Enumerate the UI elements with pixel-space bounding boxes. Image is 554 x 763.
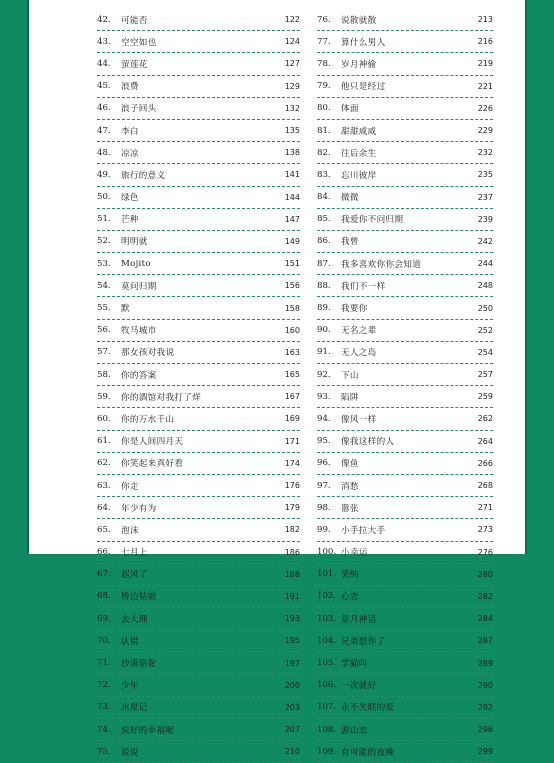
toc-entry-number: 83. [317, 169, 331, 180]
toc-entry-number: 59. [97, 391, 111, 402]
toc-entry-number: 99. [317, 524, 331, 535]
toc-entry-title: 少年 [121, 681, 139, 692]
toc-entry-number: 65. [97, 524, 111, 535]
toc-entry-number: 79. [317, 81, 331, 92]
toc-entry-page: 221 [477, 81, 493, 91]
toc-entry-number: 102. [317, 591, 337, 602]
toc-entry-number: 47. [97, 125, 111, 136]
toc-entry-title: 消愁 [341, 481, 359, 492]
toc-entry [97, 9, 300, 31]
toc-entry-page: 273 [477, 525, 493, 535]
toc-entry-title: 浪子回头 [121, 104, 157, 115]
toc-entry-number: 64. [97, 502, 111, 513]
toc-entry [97, 630, 300, 652]
toc-entry [97, 675, 300, 697]
toc-entry [317, 53, 493, 75]
toc-entry-page: 138 [284, 148, 300, 158]
toc-entry-page: 252 [477, 325, 493, 335]
toc-entry-title: 说说 [121, 747, 139, 758]
toc-page [27, 0, 527, 758]
toc-entry-title: 游山恋 [341, 725, 368, 736]
toc-entry-page: 141 [284, 170, 300, 180]
toc-entry-page: 195 [284, 636, 300, 646]
toc-entry [317, 364, 493, 386]
toc-entry [317, 697, 493, 719]
toc-entry-title: 你的酒馆对我打了烊 [121, 392, 202, 403]
toc-entry-page: 289 [477, 658, 493, 668]
toc-entry-page: 165 [284, 370, 300, 380]
toc-entry-page: 176 [284, 481, 300, 491]
toc-entry-number: 95. [317, 436, 331, 447]
toc-entry-title: 绿色 [121, 193, 139, 204]
toc-entry-page: 213 [477, 15, 493, 25]
toc-entry [97, 209, 300, 231]
toc-entry-number: 50. [97, 192, 111, 203]
toc-entry-title: 旅行的意义 [121, 170, 166, 181]
toc-entry-title: 陷阱 [341, 392, 359, 403]
toc-entry-title: 像鱼 [341, 459, 359, 470]
toc-entry-page: 296 [477, 725, 493, 735]
toc-entry [97, 342, 300, 364]
toc-entry-title: 默 [121, 304, 130, 315]
toc-entry-page: 163 [284, 347, 300, 357]
toc-entry-number: 54. [97, 280, 111, 291]
toc-entry-number: 103. [317, 613, 337, 624]
toc-entry-title: 无人之岛 [341, 348, 377, 359]
toc-entry-page: 257 [477, 370, 493, 380]
toc-entry-title: 兄弟想你了 [341, 636, 386, 647]
toc-entry-page: 232 [477, 148, 493, 158]
toc-entry-number: 62. [97, 458, 111, 469]
toc-entry-number: 100. [317, 547, 337, 558]
toc-entry-page: 156 [284, 281, 300, 291]
toc-entry-title: 体面 [341, 104, 359, 115]
toc-entry-page: 254 [477, 347, 493, 357]
toc-entry-number: 58. [97, 369, 111, 380]
toc-column-right [317, 9, 493, 763]
toc-entry [317, 9, 493, 31]
toc-entry-number: 70. [97, 635, 111, 646]
toc-entry-number: 93. [317, 391, 331, 402]
toc-entry [317, 231, 493, 253]
toc-entry [97, 564, 300, 586]
toc-entry-page: 242 [477, 236, 493, 246]
toc-entry [97, 497, 300, 519]
toc-entry-number: 67. [97, 569, 111, 580]
toc-entry-number: 89. [317, 303, 331, 314]
toc-entry [97, 320, 300, 342]
toc-entry-number: 81. [317, 125, 331, 136]
toc-entry-title: 沙漠骆驼 [121, 659, 157, 670]
toc-entry-number: 74. [97, 724, 111, 735]
toc-entry [317, 342, 493, 364]
toc-entry-page: 186 [284, 547, 300, 557]
toc-entry-number: 49. [97, 169, 111, 180]
toc-entry-number: 68. [97, 591, 111, 602]
toc-entry-page: 282 [477, 591, 493, 601]
toc-entry [317, 76, 493, 98]
toc-entry-number: 56. [97, 325, 111, 336]
toc-entry-page: 129 [284, 81, 300, 91]
toc-entry-title: 下山 [341, 370, 359, 381]
toc-entry-number: 69. [97, 613, 111, 624]
toc-entry-page: 144 [284, 192, 300, 202]
toc-entry-number: 42. [97, 14, 111, 25]
toc-entry [317, 253, 493, 275]
toc-entry-title: 浪费 [121, 82, 139, 93]
toc-entry-page: 276 [477, 547, 493, 557]
toc-entry-title: 李白 [121, 126, 139, 137]
toc-entry-title: 你是人间四月天 [121, 437, 184, 448]
toc-entry-title: 去大理 [121, 614, 148, 625]
toc-entry-page: 135 [284, 126, 300, 136]
toc-entry-page: 149 [284, 236, 300, 246]
toc-entry-number: 46. [97, 103, 111, 114]
toc-entry-number: 94. [317, 413, 331, 424]
toc-entry [97, 408, 300, 430]
toc-entry-number: 106. [317, 680, 337, 691]
toc-entry-title: 永不失联的爱 [341, 703, 395, 714]
toc-entry-page: 147 [284, 214, 300, 224]
toc-entry-title: 学猫叫 [341, 659, 368, 670]
toc-entry-number: 77. [317, 36, 331, 47]
toc-entry-title: 那女孩对我说 [121, 348, 175, 359]
toc-entry-number: 85. [317, 214, 331, 225]
toc-entry [97, 719, 300, 741]
toc-entry [97, 386, 300, 408]
toc-entry-number: 66. [97, 547, 111, 558]
toc-entry-title: 说好的幸福呢 [121, 725, 175, 736]
toc-entry-title: 认错 [121, 636, 139, 647]
toc-entry-number: 78. [317, 58, 331, 69]
toc-entry [317, 142, 493, 164]
toc-entry [97, 187, 300, 209]
toc-entry-title: 岁月神偷 [341, 59, 377, 70]
toc-entry-number: 108. [317, 724, 337, 735]
toc-entry-page: 237 [477, 192, 493, 202]
toc-entry [317, 431, 493, 453]
toc-entry-page: 259 [477, 392, 493, 402]
toc-entry [97, 364, 300, 386]
toc-entry-page: 284 [477, 614, 493, 624]
toc-entry [97, 231, 300, 253]
toc-entry [97, 608, 300, 630]
toc-entry-title: 凉凉 [121, 148, 139, 159]
toc-entry-title: 心恋 [341, 592, 359, 603]
toc-entry-number: 57. [97, 347, 111, 358]
toc-entry-page: 290 [477, 680, 493, 690]
toc-entry [97, 542, 300, 564]
toc-entry-number: 82. [317, 147, 331, 158]
toc-entry [97, 253, 300, 275]
toc-entry [317, 275, 493, 297]
toc-entry-title: 他只是经过 [341, 82, 386, 93]
toc-entry-number: 71. [97, 658, 111, 669]
toc-entry [97, 475, 300, 497]
toc-entry-number: 43. [97, 36, 111, 47]
toc-entry [317, 408, 493, 430]
toc-entry-number: 91. [317, 347, 331, 358]
toc-entry-page: 151 [284, 259, 300, 269]
toc-entry-title: 无名之辈 [341, 326, 377, 337]
toc-entry-title: 你的万水千山 [121, 414, 175, 425]
toc-entry-page: 210 [284, 747, 300, 757]
toc-entry-title: 说散就散 [341, 15, 377, 26]
toc-entry-number: 84. [317, 192, 331, 203]
toc-entry-page: 179 [284, 503, 300, 513]
toc-entry [97, 652, 300, 674]
toc-entry-number: 60. [97, 413, 111, 424]
toc-entry [317, 675, 493, 697]
toc-entry-number: 73. [97, 702, 111, 713]
toc-entry-title: 起风了 [121, 570, 148, 581]
toc-entry-page: 268 [477, 481, 493, 491]
toc-entry-title: 我要你 [341, 304, 368, 315]
toc-entry-page: 124 [284, 37, 300, 47]
toc-entry-page: 216 [477, 37, 493, 47]
toc-entry-page: 200 [284, 680, 300, 690]
toc-entry-title: 牧马城市 [121, 326, 157, 337]
toc-entry-number: 98. [317, 502, 331, 513]
toc-entry-number: 75. [97, 746, 111, 757]
toc-entry [97, 31, 300, 53]
toc-entry [97, 297, 300, 319]
toc-entry-title: 嚣张 [341, 503, 359, 514]
toc-entry-title: 忘川彼岸 [341, 170, 377, 181]
toc-entry-title: Mojito [121, 258, 151, 269]
toc-entry [97, 142, 300, 164]
toc-entry-page: 174 [284, 458, 300, 468]
toc-entry-number: 44. [97, 58, 111, 69]
toc-entry [317, 209, 493, 231]
toc-entry-page: 219 [477, 59, 493, 69]
toc-entry-number: 92. [317, 369, 331, 380]
toc-entry-page: 207 [284, 725, 300, 735]
toc-entry [97, 586, 300, 608]
toc-entry-page: 262 [477, 414, 493, 424]
toc-entry-page: 271 [477, 503, 493, 513]
toc-entry-title: 像我这样的人 [341, 437, 395, 448]
toc-entry [317, 564, 493, 586]
toc-entry-title: 桥边姑娘 [121, 592, 157, 603]
toc-entry-page: 239 [477, 214, 493, 224]
toc-entry-title: 有可能的夜晚 [341, 747, 395, 758]
toc-entry [97, 98, 300, 120]
toc-entry-number: 101. [317, 569, 337, 580]
toc-entry-page: 171 [284, 436, 300, 446]
toc-entry [317, 586, 493, 608]
toc-entry [317, 120, 493, 142]
toc-entry-title: 可能否 [121, 15, 148, 26]
toc-entry-title: 我曾 [341, 237, 359, 248]
toc-entry-title: 算什么男人 [341, 37, 386, 48]
toc-entry-page: 299 [477, 747, 493, 757]
toc-entry-title: 星月神话 [341, 614, 377, 625]
toc-entry [317, 608, 493, 630]
toc-entry [97, 519, 300, 541]
toc-entry-title: 空空如也 [121, 37, 157, 48]
toc-entry-page: 122 [284, 15, 300, 25]
toc-entry-number: 55. [97, 303, 111, 314]
toc-entry-page: 203 [284, 702, 300, 712]
toc-entry [97, 275, 300, 297]
toc-entry [317, 164, 493, 186]
toc-entry-number: 53. [97, 258, 111, 269]
toc-entry-title: 甜甜咸咸 [341, 126, 377, 137]
toc-entry-title: 芒种 [121, 215, 139, 226]
toc-entry-number: 48. [97, 147, 111, 158]
toc-entry-number: 51. [97, 214, 111, 225]
toc-entry-page: 264 [477, 436, 493, 446]
toc-entry-title: 七月上 [121, 548, 148, 559]
toc-entry-page: 158 [284, 303, 300, 313]
toc-entry-title: 一次就好 [341, 681, 377, 692]
toc-entry-title: 小幸运 [341, 548, 368, 559]
toc-entry [317, 98, 493, 120]
toc-entry-number: 76. [317, 14, 331, 25]
toc-entry [97, 741, 300, 763]
toc-entry-number: 45. [97, 81, 111, 92]
toc-entry [97, 697, 300, 719]
toc-entry [317, 475, 493, 497]
toc-entry-page: 132 [284, 103, 300, 113]
toc-entry-number: 107. [317, 702, 337, 713]
toc-entry-number: 80. [317, 103, 331, 114]
toc-entry [317, 630, 493, 652]
toc-entry-page: 280 [477, 569, 493, 579]
toc-entry-title: 微微 [341, 193, 359, 204]
toc-entry-page: 160 [284, 325, 300, 335]
toc-entry [317, 497, 493, 519]
toc-entry [317, 519, 493, 541]
toc-entry [97, 453, 300, 475]
toc-entry-number: 87. [317, 258, 331, 269]
toc-entry-title: 笑纳 [341, 570, 359, 581]
toc-entry-number: 63. [97, 480, 111, 491]
toc-entry [317, 386, 493, 408]
toc-entry [97, 53, 300, 75]
toc-entry-page: 248 [477, 281, 493, 291]
toc-entry [317, 187, 493, 209]
toc-entry-title: 往后余生 [341, 148, 377, 159]
toc-entry-title: 你的答案 [121, 370, 157, 381]
toc-entry [317, 297, 493, 319]
toc-entry-number: 88. [317, 280, 331, 291]
toc-entry [317, 741, 493, 763]
toc-entry-number: 52. [97, 236, 111, 247]
toc-entry-page: 182 [284, 525, 300, 535]
toc-entry-number: 90. [317, 325, 331, 336]
toc-entry [317, 453, 493, 475]
toc-entry-title: 小手拉大手 [341, 525, 386, 536]
toc-entry-title: 年少有为 [121, 503, 157, 514]
toc-entry-page: 229 [477, 126, 493, 136]
toc-entry-page: 292 [477, 702, 493, 712]
toc-entry [97, 76, 300, 98]
toc-entry-page: 250 [477, 303, 493, 313]
toc-entry-page: 169 [284, 414, 300, 424]
toc-entry [317, 719, 493, 741]
toc-entry-title: 你走 [121, 481, 139, 492]
toc-entry-title: 萤莲花 [121, 59, 148, 70]
toc-entry-page: 127 [284, 59, 300, 69]
toc-entry-page: 266 [477, 458, 493, 468]
toc-entry [317, 542, 493, 564]
toc-entry-title: 我爱你不问归期 [341, 215, 404, 226]
toc-entry-number: 109. [317, 746, 337, 757]
toc-entry-page: 197 [284, 658, 300, 668]
toc-entry-title: 你笑起来真好看 [121, 459, 184, 470]
toc-entry-page: 193 [284, 614, 300, 624]
toc-column-left [97, 9, 300, 763]
toc-entry [97, 431, 300, 453]
toc-entry [97, 120, 300, 142]
toc-entry-title: 明明就 [121, 237, 148, 248]
toc-entry-title: 我多喜欢你你会知道 [341, 259, 422, 270]
toc-entry [317, 31, 493, 53]
toc-entry-title: 像风一样 [341, 414, 377, 425]
toc-entry-title: 水星记 [121, 703, 148, 714]
toc-entry [97, 164, 300, 186]
toc-entry-number: 61. [97, 436, 111, 447]
toc-entry-title: 泡沫 [121, 525, 139, 536]
toc-entry-number: 96. [317, 458, 331, 469]
toc-entry [317, 320, 493, 342]
toc-entry-page: 188 [284, 569, 300, 579]
toc-entry-page: 287 [477, 636, 493, 646]
toc-entry-page: 191 [284, 591, 300, 601]
toc-entry-title: 我们不一样 [341, 281, 386, 292]
toc-entry [317, 652, 493, 674]
toc-entry-number: 105. [317, 658, 337, 669]
toc-entry-page: 226 [477, 103, 493, 113]
toc-entry-page: 235 [477, 170, 493, 180]
toc-entry-number: 72. [97, 680, 111, 691]
toc-entry-page: 244 [477, 259, 493, 269]
toc-entry-title: 莫问归期 [121, 281, 157, 292]
toc-entry-number: 86. [317, 236, 331, 247]
toc-entry-number: 97. [317, 480, 331, 491]
toc-entry-number: 104. [317, 635, 337, 646]
toc-entry-page: 167 [284, 392, 300, 402]
